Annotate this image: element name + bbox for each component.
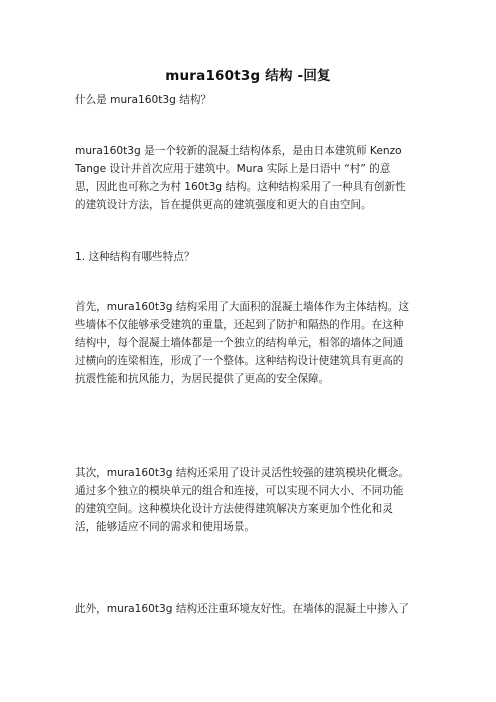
paragraph-1-line-1: 首先，mura160t3g 结构采用了大面积的混凝土墙体作为主体结构。这 (75, 301, 409, 313)
section-heading: 1. 这种结构有哪些特点？ (75, 251, 195, 263)
paragraph-2-line-1: 其次，mura160t3g 结构还采用了设计灵活性较强的建筑模块化概念。 (75, 467, 409, 479)
paragraph-2-line-4: 活，能够适应不同的需求和使用场景。 (75, 521, 256, 533)
paragraph-1-line-3: 结构中，每个混凝土墙体都是一个独立的结构单元，相邻的墙体之间通 (75, 337, 404, 349)
intro-line-1: mura160t3g 是一个较新的混凝土结构体系，是由日本建筑师 Kenzo (75, 145, 402, 157)
intro-line-4: 的建筑设计方法，旨在提供更高的建筑强度和更大的自由空间。 (75, 199, 372, 211)
paragraph-1-line-4: 过横向的连梁相连，形成了一个整体。这种结构设计使建筑具有更高的 (75, 355, 404, 367)
document-title: mura160t3g 结构 -回复 (165, 68, 331, 84)
paragraph-2-line-3: 的建筑空间。这种模块化设计方法使得建筑解决方案更加个性化和灵 (75, 503, 393, 515)
question-text: 什么是 mura160t3g 结构？ (75, 94, 212, 106)
paragraph-1-line-5: 抗震性能和抗风能力，为居民提供了更高的安全保障。 (75, 373, 330, 385)
intro-line-2: Tange 设计并首次应用于建筑中。Mura 实际上是日语中 “村” 的意 (75, 163, 391, 175)
paragraph-2-line-2: 通过多个独立的模块单元的组合和连接，可以实现不同大小、不同功能 (75, 485, 404, 497)
paragraph-1-line-2: 些墙体不仅能够承受建筑的重量，还起到了防护和隔热的作用。在这种 (75, 319, 404, 331)
paragraph-3-line-1: 此外，mura160t3g 结构还注重环境友好性。在墙体的混凝土中掺入了 (75, 603, 409, 615)
intro-line-3: 思，因此也可称之为村 160t3g 结构。这种结构采用了一种具有创新性 (75, 181, 406, 193)
